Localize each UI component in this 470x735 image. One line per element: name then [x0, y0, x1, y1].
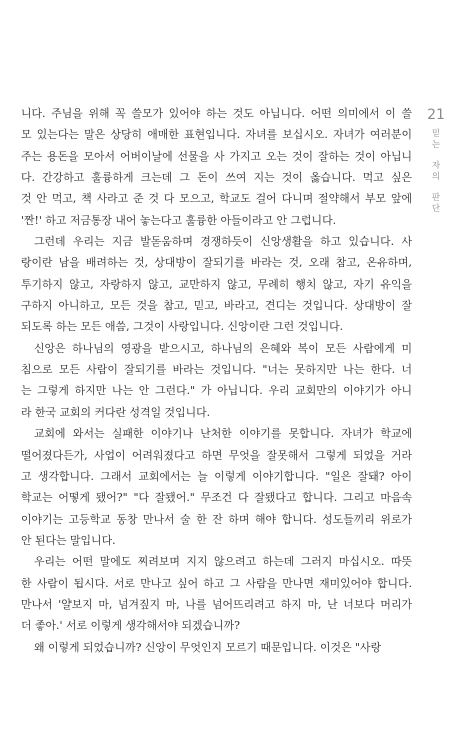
text-line: 떨어졌다든가, 사업이 어려워졌다고 하면 무엇을 잘못해서 그렇게 되었을 거라 [21, 448, 412, 462]
chapter-title-char: 판 [431, 193, 441, 203]
text-line: 한 사람이 됩시다. 서로 만나고 싶어 하고 그 사람을 만나면 재미있어야 합니다. [21, 576, 412, 590]
text-line: 학교는 어떻게 됐어?" "다 잘됐어." 무조건 다 잘됐다고 합니다. 그리고 마음속 [21, 491, 412, 505]
chapter-title-char: 믿 [431, 129, 441, 139]
body-text [21, 103, 412, 658]
text-line: 는 그렇게 하지만 나는 안 그런다." 가 아닙니다. 우리 교회만의 이야기가 아니 [21, 384, 412, 398]
text-line: 니다. 주님을 위해 꼭 쓸모가 있어야 하는 것도 아닙니다. 어떤 의미에서 이 쓸 [21, 107, 412, 120]
text-line: 더 좋아.' 서로 이렇게 생각해서야 되겠습니까? [21, 619, 240, 633]
page-side-header [418, 107, 454, 215]
text-line: 우리는 어떤 말에도 찌려보며 지지 않으려고 하는데 그러지 마십시오. 따뜻 [34, 555, 412, 569]
text-line: 그런데 우리는 지금 발돋움하며 경쟁하듯이 신앙생활을 하고 있습니다. 사 [34, 235, 412, 249]
text-line: 침으로 모든 사람이 잘되기를 바라는 것입니다. "너는 못하지만 나는 한다. 너 [21, 363, 412, 377]
paragraph [21, 103, 412, 231]
text-line: 고 생각합니다. 그래서 교회에서는 늘 이렇게 이야기합니다. "일은 잘돼? 아이 [21, 469, 412, 483]
text-line: 투기하지 않고, 자랑하지 않고, 교만하지 않고, 무례히 행치 않고, 자기 유익을 [21, 277, 412, 291]
text-line: 랑이란 남을 배려하는 것, 상대방이 잘되기를 바라는 것, 오래 참고, 온유하며, [21, 256, 412, 270]
text-line: 다. 간강하고 훌륭하게 크는데 그 돈이 쓰여 지는 것이 옳습니다. 먹고 싶은 [21, 171, 412, 185]
page-number: 21 [427, 107, 445, 123]
paragraph [21, 637, 412, 658]
paragraph [21, 423, 412, 551]
chapter-title-char: 자 [431, 161, 441, 171]
text-line: 되도록 하는 모든 애씀, 그것이 사랑입니다. 신앙이란 그런 것입니다. [21, 320, 344, 334]
text-line: 주는 용돈을 모아서 어버이날에 선물을 사 가지고 오는 것이 잘하는 것이 아닙니 [21, 149, 412, 163]
text-line: 교회에 와서는 실패한 이야기나 난처한 이야기를 못합니다. 자녀가 학교에 [34, 427, 412, 441]
text-line: 것 안 먹고, 책 사라고 준 것 다 모으고, 학교도 걸어 다니며 절약해서 부모 앞에 [21, 192, 412, 206]
text-line: 모 있는다는 말은 상당히 애매한 표현입니다. 자녀를 보십시오. 자녀가 여러분이 [21, 128, 412, 142]
chapter-title-char: 단 [431, 204, 441, 214]
text-line: 왜 이렇게 되었습니까? 신앙이 무엇인지 모르기 때문입니다. 이것은 "사랑 [34, 640, 382, 654]
text-line: 신앙은 하나님의 영광을 받으시고, 하나님의 은혜와 복이 모든 사람에게 미 [34, 341, 412, 355]
text-line: 안 된다는 말입니다. [21, 533, 116, 547]
paragraph [21, 551, 412, 636]
text-line: '짠!' 하고 저금통장 내어 놓는다고 훌륭한 아들이라고 안 그럽니다. [21, 213, 337, 227]
chapter-title-char: 는 [431, 140, 441, 150]
paragraph [21, 338, 412, 423]
paragraph [21, 231, 412, 338]
chapter-title-char: 의 [431, 172, 441, 182]
text-line: 구하지 아니하고, 모든 것을 참고, 믿고, 바라고, 견디는 것입니다. 상대방이 잘 [21, 299, 412, 313]
text-line: 이야기는 고등학교 동창 만나서 술 한 잔 하며 해야 합니다. 성도들끼리 위로가 [21, 512, 412, 526]
text-line: 만나서 '얄보지 마, 넘겨짚지 마, 나를 넘어뜨리려고 하지 마, 난 너보다 머리가 [21, 597, 412, 611]
text-line: 라 한국 교회의 커다란 성격일 것입니다. [21, 405, 211, 419]
chapter-title [432, 129, 440, 215]
